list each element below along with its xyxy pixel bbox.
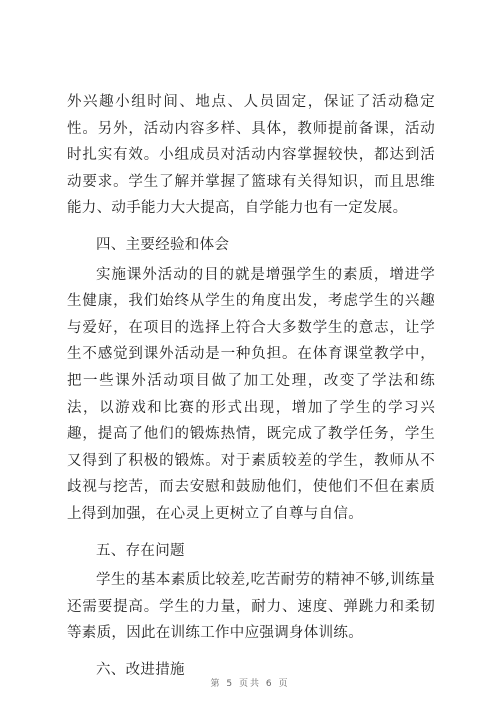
page-body <box>67 89 435 683</box>
page-footer: 第 5 页共 6 页 <box>210 679 290 689</box>
paragraph-continuation: 外兴趣小组时间、地点、人员固定，保证了活动稳定性。另外，活动内容多样、具体，教师提前备课，活动时扎实有效。小组成员对活动内容掌握较快，都达到活动要求。学生了解并掌握了篮球有关得知识，而且思维能力、动手能力大大提高，自学能力也有一定发展。 <box>67 94 435 217</box>
section-heading-4: 四、主要经验和体会 <box>96 236 230 253</box>
section-heading-5: 五、存在问题 <box>96 542 185 559</box>
paragraph-experience: 实施课外活动的目的就是增强学生的素质，增进学生健康，我们始终从学生的角度出发，考虑学生的兴趣与爱好，在项目的选择上符合大多数学生的意志，让学生不感觉到课外活动是一种负担。在体育课堂教学中，把一些课外活动项目做了加工处理，改变了学法和练法，以游戏和比赛的形式出现，增加了学生的学习兴趣，提高了他们的锻炼热情，既完成了教学任务，学生又得到了积极的锻炼。对于素质较差的学生，教师从不歧视与挖苦，而去安慰和鼓励他们，使他们不但在素质上得到加强，在心灵上更树立了自尊与自信。 <box>67 266 435 522</box>
section-heading-6: 六、改进措施 <box>96 661 185 678</box>
paragraph-problems: 学生的基本素质比较差,吃苦耐劳的精神不够,训练量还需要提高。学生的力量，耐力、速度、弹跳力和柔韧等素质，因此在训练工作中应强调身体训练。 <box>67 572 435 642</box>
